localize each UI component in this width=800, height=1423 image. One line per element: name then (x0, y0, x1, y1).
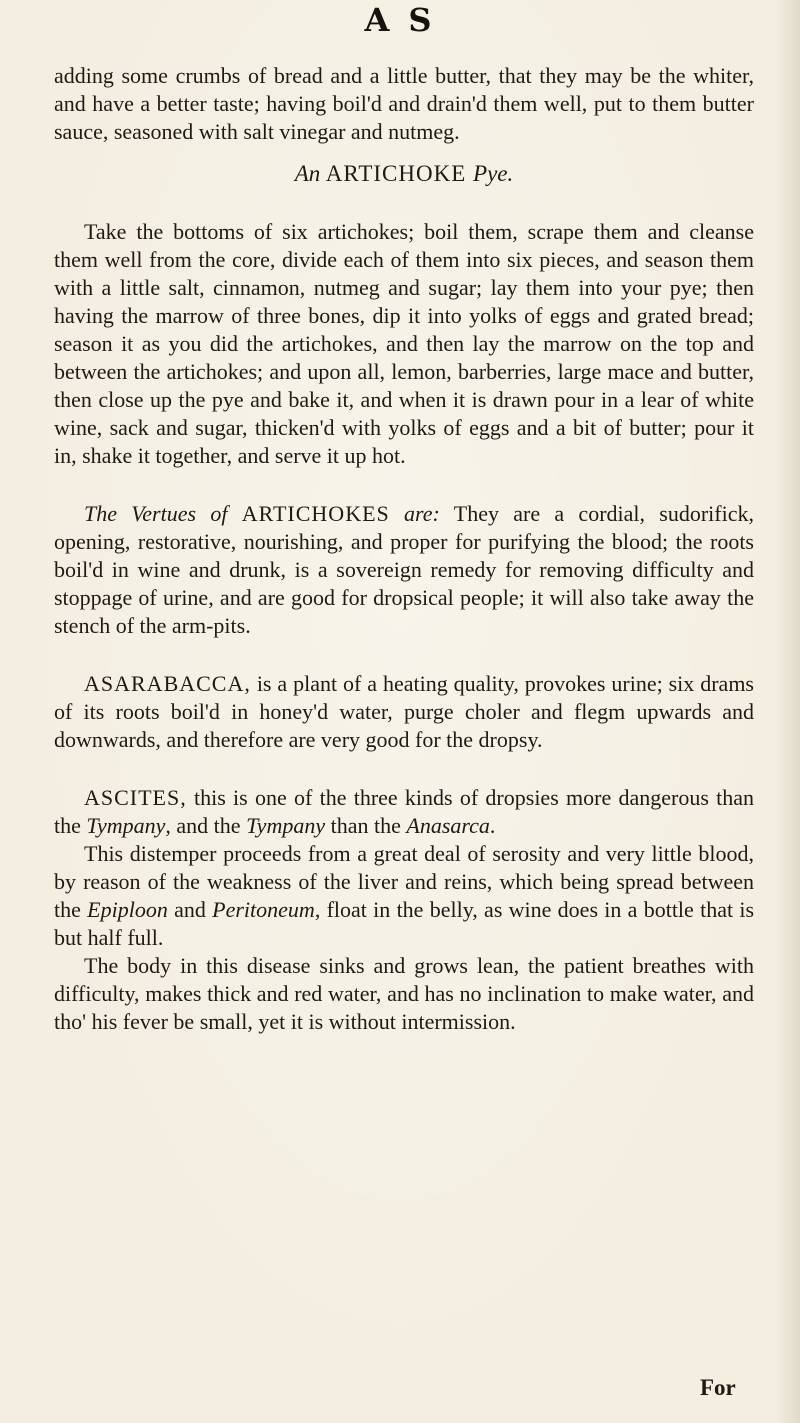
vertues-heading-prefix: The Vertues of (84, 501, 228, 526)
body-symptoms-paragraph: The body in this disease sinks and grows lean, the patient breathes with difficulty, makes thick and red water, and has no inclination to make water, and tho' his fever be small, yet it is without intermission. (54, 953, 754, 1034)
title-main: ARTICHOKE (325, 161, 467, 186)
ascites-paragraph (54, 784, 754, 840)
asarabacca-text: is a plant of a heating quality, provokes urine; six drams of its roots boil'd in honey'd water, purge choler and flegm upwards and downwards, and therefore are very good for the dropsy. (54, 671, 754, 752)
ascites-text-4: . (489, 813, 496, 838)
ascites-text-2: , and the (165, 813, 241, 838)
distemper-epiploon: Epiploon (87, 897, 168, 922)
page-edge-shadow (776, 0, 800, 1423)
distemper-text-2: and (174, 897, 206, 922)
vertues-heading-suffix: are: (404, 501, 440, 526)
pye-recipe-paragraph: Take the bottoms of six artichokes; boil them, scrape them and cleanse them well from the core, divide each of them into six pieces, and season them with a little salt, cinnamon, nutmeg and sugar; lay them into your pye; then having the marrow of three bones, dip it into yolks of eggs and grated bread; season it as you did the artichokes, and then lay the marrow on the top and between the artichokes; and upon all, lemon, barberries, large mace and butter, then close up the pye and bake it, and when it is drawn pour in a lear of white wine, sack and sugar, thicken'd with yolks of eggs and a bit of butter; pour it in, shake it together, and serve it up hot. (54, 219, 754, 468)
recipe-title (54, 160, 754, 188)
continuation-paragraph: adding some crumbs of bread and a little butter, that they may be the whiter, and have a better taste; having boil'd and drain'd them well, put to them butter sauce, seasoned with salt vinegar and nutmeg. (54, 63, 754, 144)
running-head: A S (364, 1, 436, 39)
ascites-anasarca: Anasarca (406, 813, 490, 838)
asarabacca-paragraph (54, 670, 754, 754)
vertues-heading-term: ARTICHOKES (241, 501, 390, 526)
vertues-paragraph (54, 500, 754, 640)
ascites-text-3: than the (330, 813, 401, 838)
catchword: For (700, 1375, 736, 1400)
asarabacca-term: ASARABACCA, (84, 671, 251, 696)
page-body (54, 62, 754, 1036)
distemper-text-3: , float in the belly, as wine does in a bottle that is but half full. (54, 897, 755, 950)
distemper-text-1: This distemper proceeds from a great deal of serosity and very little blood, by reason of the weakness of the liver and reins, which being spread between the (54, 841, 754, 922)
distemper-peritoneum: Peritoneum (212, 897, 315, 922)
distemper-paragraph (54, 840, 754, 952)
vertues-text: They are a cordial, sudorifick, opening, restorative, nourishing, and proper for purifying the blood; the roots boil'd in wine and drunk, is a sovereign remedy for removing difficulty and stoppage of urine, and are good for dropsical people; it will also take away the stench of the arm-pits. (54, 501, 754, 638)
title-suffix: Pye. (473, 161, 514, 186)
ascites-tympany-2: Tympany (246, 813, 326, 838)
ascites-text-1: this is one of the three kinds of dropsies more dangerous than the (54, 785, 755, 838)
ascites-tympany-1: Tympany (86, 813, 166, 838)
ascites-term: ASCITES, (84, 785, 187, 810)
title-prefix: An (294, 161, 321, 186)
